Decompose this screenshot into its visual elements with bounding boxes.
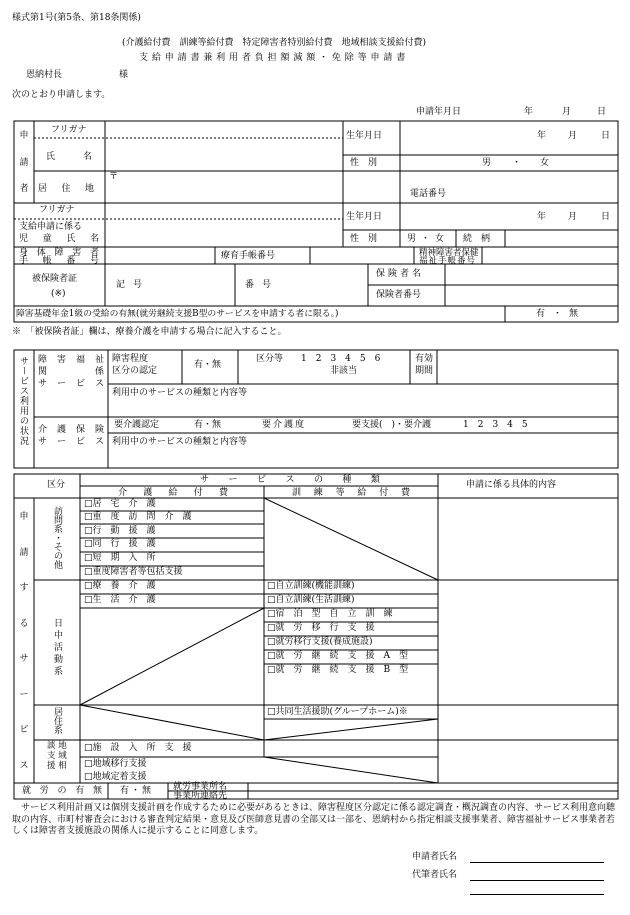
- kaigo-day-item[interactable]: □生 活 介 護: [84, 595, 156, 605]
- benefit-types: (介護給付費 訓練等給付費 特定障害者特別給付費 地域相談支援給付費): [122, 38, 427, 48]
- sex-male[interactable]: 男: [482, 158, 492, 168]
- kaigo-item[interactable]: □行 動 援 護: [84, 526, 156, 536]
- kubun-levels[interactable]: 1 2 3 4 5 6: [301, 354, 381, 364]
- child-sex-label: 性 別: [350, 234, 378, 244]
- postal-mark: 〒: [109, 172, 119, 182]
- care-label-1: 介 護 保 険: [38, 425, 104, 435]
- kaigo-item[interactable]: □重 度 訪 問 介 護: [84, 512, 192, 522]
- insurance-note: ※ 「被保険者証」欄は、療養介護を申請する場合に記入すること。: [12, 327, 287, 337]
- child-birth-month: 月: [568, 212, 578, 222]
- kubun-header: 区分: [47, 480, 66, 490]
- child-birth-label: 生年月日: [346, 212, 383, 222]
- kubun-label: 区分等: [256, 354, 284, 364]
- kyoju-kunren-item[interactable]: □共同生活援助(グループホーム)※: [267, 707, 408, 717]
- welfare-label-1: 障 害 福 祉: [38, 355, 104, 365]
- care-levels[interactable]: 1 2 3 4 5: [463, 420, 528, 430]
- agent-signature-label: 代筆者氏名: [412, 870, 458, 880]
- kaigo-item[interactable]: □同 行 援 護: [84, 539, 156, 549]
- chiiki-item-2[interactable]: □地域定着支援: [84, 772, 147, 782]
- agent-signature-line[interactable]: [470, 880, 604, 881]
- group-nicchu-label: 日中活動系: [52, 618, 62, 678]
- insurance-symbol-label: 記号: [116, 280, 151, 290]
- status-side-label: サービス利用の状況: [18, 356, 28, 446]
- insurer-name-label: 保険者名: [376, 269, 425, 279]
- sex-female[interactable]: 女: [540, 158, 550, 168]
- degree-label-1: 障害程度: [112, 354, 149, 364]
- valid-label-1: 有効: [415, 354, 434, 364]
- care-cert-label: 要介護認定: [114, 420, 160, 430]
- care-support-label[interactable]: 要支援( )・要介護: [352, 420, 432, 430]
- kunren-header: 訓 練 等 給 付 費: [292, 488, 410, 498]
- kunren-item[interactable]: □宿 泊 型 自 立 訓 練: [267, 609, 393, 619]
- addressee-honorific: 様: [119, 70, 129, 80]
- child-name-label-2: 児 童 氏 名: [19, 234, 99, 244]
- child-birth-year: 年: [537, 212, 547, 222]
- kaigo-item[interactable]: □居 宅 介 護: [84, 499, 156, 509]
- insurer-number-label: 保険者番号: [376, 290, 422, 300]
- chiiki-item-1[interactable]: □地域移行支援: [84, 759, 147, 769]
- applicant-address-label: 居 住 地: [38, 184, 94, 194]
- kunren-item[interactable]: □自立訓練(生活訓練): [267, 595, 355, 605]
- pension-yes[interactable]: 有: [536, 309, 546, 319]
- kyoju-kaigo-item[interactable]: □施 設 入 所 支 援: [84, 743, 192, 753]
- group-homon-label: 訪問系・その他: [52, 506, 62, 569]
- insurance-label-1: 被保険者証: [32, 274, 78, 284]
- child-name-label-1: 支給申請に係る: [19, 222, 83, 232]
- child-birth-day: 日: [601, 212, 611, 222]
- applicant-sex-label: 性 別: [350, 158, 378, 168]
- kunren-item[interactable]: □就 労 移 行 支 援: [267, 623, 375, 633]
- pension-no[interactable]: 無: [569, 309, 579, 319]
- intro-text: 次のとおり申請します。: [12, 90, 111, 100]
- group-chiiki-label-2: 支 域: [47, 751, 67, 761]
- kubun-none[interactable]: 非該当: [330, 366, 358, 376]
- care-in-use-label: 利用中のサービスの種類と内容等: [112, 437, 248, 447]
- detail-header: 申請に係る具体的内容: [466, 480, 557, 490]
- kaigo-day-item[interactable]: □療 養 介 護: [84, 581, 156, 591]
- addressee: 恩納村長: [26, 70, 63, 80]
- group-kyoju-label: 居住系: [52, 707, 62, 734]
- kunren-item[interactable]: □自立訓練(機能訓練): [267, 581, 355, 591]
- welfare-label-3: サ ー ビ ス: [38, 379, 104, 389]
- apply-service-side-label: 申 請 す る サ ー ビ ス: [19, 512, 29, 771]
- ryoiku-card-label: 療育手帳番号: [221, 251, 276, 261]
- kunren-item[interactable]: □就労移行支援(養成施設): [267, 637, 373, 647]
- birth-year: 年: [537, 131, 547, 141]
- kunren-item[interactable]: □就 労 継 続 支 援 B 型: [267, 665, 409, 675]
- care-cert-yes-no[interactable]: 有・無: [194, 420, 222, 430]
- date-day: 日: [597, 107, 607, 117]
- kunren-item[interactable]: □就 労 継 続 支 援 A 型: [267, 651, 409, 661]
- child-furigana-label: フリガナ: [39, 205, 75, 215]
- mental-card-label-2: 福祉手帳番号: [419, 256, 477, 266]
- welfare-label-2: 関 係: [38, 367, 104, 377]
- child-sex-options[interactable]: 男・女: [407, 234, 450, 244]
- workplace-label: 就労事業所名: [173, 782, 228, 792]
- agent-extra-line[interactable]: [470, 894, 604, 895]
- birth-month: 月: [568, 131, 578, 141]
- physical-card-label-2: 手 帳 番 号: [19, 256, 99, 266]
- pension-question: 障害基礎年金1級の受給の有無(就労継続支援B型のサービスを申請する者に限る。): [16, 309, 339, 319]
- valid-label-2: 期間: [415, 366, 434, 376]
- kaigo-item[interactable]: □重度障害者等包括支援: [84, 567, 183, 577]
- physical-card-label-1: 身 体 障 害 者: [19, 248, 99, 258]
- group-chiiki-label-3: 援 相: [47, 761, 67, 771]
- insurance-label-2: (※): [51, 289, 66, 299]
- insurance-number-label: 番号: [245, 280, 280, 290]
- applicant-name-label: 氏 名: [46, 152, 92, 162]
- applicant-side-label: 申 請 者: [19, 131, 29, 194]
- applicant-furigana-label: フリガナ: [51, 125, 87, 135]
- degree-yes-no[interactable]: 有・無: [194, 360, 222, 370]
- date-month: 月: [562, 107, 572, 117]
- applicant-signature-label: 申請者氏名: [412, 852, 458, 862]
- group-chiiki-label-1: 談 地: [47, 741, 67, 751]
- sex-separator: ・: [512, 158, 522, 168]
- document-title: 支 給 申 請 書 兼 利 用 者 負 担 額 減 額 ・ 免 除 等 申 請 書: [139, 53, 406, 63]
- workplace-contact-label: 事業所連絡先: [173, 791, 228, 801]
- birth-day: 日: [601, 131, 611, 141]
- kaigo-item[interactable]: □短 期 入 所: [84, 553, 156, 563]
- child-relation-label: 続 柄: [463, 234, 491, 244]
- degree-label-2: 区分の認定: [112, 366, 158, 376]
- pension-separator: ・: [553, 309, 563, 319]
- date-year: 年: [524, 107, 534, 117]
- employment-yes-no[interactable]: 有・無: [120, 786, 154, 796]
- service-types-header: サ ー ビ ス の 種 類: [200, 475, 380, 485]
- consent-text: サービス利用計画又は個別支援計画を作成するために必要があるときは、障害程度区分認定に係る認定調査・概況調査の内容、サービス利用意向聴取の内容、市町村審査会における審査判定結果・意見及び医師意見書の全部又は一部を、恩納村から指定相談支援事業者、障害福祉サービス事業者若しくは障害者支援施設の関係人に提示することに同意します。: [12, 803, 616, 836]
- phone-label: 電話番号: [410, 189, 447, 199]
- mental-card-label-1: 精神障害者保健: [419, 248, 479, 258]
- employment-label: 就 労 の 有 無: [22, 786, 102, 796]
- form-number: 様式第1号(第5条、第18条関係): [12, 13, 141, 23]
- applicant-birth-label: 生年月日: [346, 131, 383, 141]
- care-label-2: サ ー ビ ス: [38, 437, 104, 447]
- welfare-in-use-label: 利用中のサービスの種類と内容等: [112, 388, 248, 398]
- care-level-label: 要介護度: [262, 420, 307, 430]
- application-date-label: 申請年月日: [416, 107, 462, 117]
- applicant-signature-line[interactable]: [470, 862, 604, 863]
- kaigo-header: 介 護 給 付 費: [118, 488, 228, 498]
